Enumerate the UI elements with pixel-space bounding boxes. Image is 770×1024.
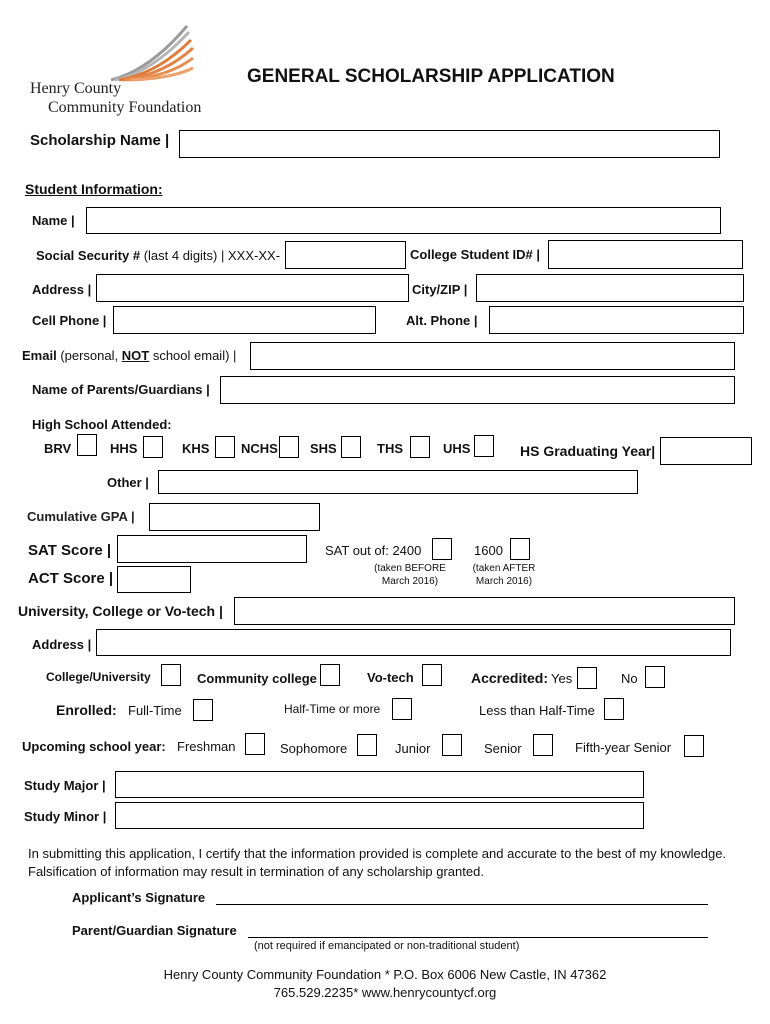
email-field[interactable] — [250, 342, 735, 370]
parent-signature-note: (not required if emancipated or non-traditional student) — [254, 940, 520, 952]
type-votech-checkbox[interactable] — [422, 664, 442, 686]
sat-after-note: (taken AFTER March 2016) — [472, 563, 536, 587]
sat-label: SAT Score | — [28, 542, 112, 559]
email-label — [22, 348, 236, 363]
certification-text: In submitting this application, I certify that the information provided is complete and accurate to the best of my knowledge. Falsification of information may result in termination of any scholarship granted. — [28, 846, 727, 879]
college-id-label: College Student ID# | — [410, 247, 541, 262]
freshman-label: Freshman — [177, 739, 236, 754]
scholarship-name-label: Scholarship Name | — [30, 132, 170, 149]
junior-label: Junior — [395, 741, 431, 756]
name-field[interactable] — [86, 207, 721, 234]
parent-signature-label: Parent/Guardian Signature — [72, 923, 237, 938]
applicant-signature-label: Applicant’s Signature — [72, 890, 206, 905]
logo-name-line1: Henry County — [30, 80, 122, 97]
sat-field[interactable] — [117, 535, 307, 563]
study-minor-label: Study Minor | — [24, 809, 107, 824]
type-college-checkbox[interactable] — [161, 664, 181, 686]
hs-grad-year-label: HS Graduating Year| — [520, 443, 656, 459]
address-label: Address | — [32, 282, 92, 297]
cityzip-field[interactable] — [476, 274, 744, 302]
type-community-label: Community college — [197, 671, 317, 686]
type-community-checkbox[interactable] — [320, 664, 340, 686]
hs-option-ths-label: THS — [377, 441, 403, 456]
footer-address: Henry County Community Foundation * P.O. Box 6006 New Castle, IN 47362 — [163, 967, 607, 982]
hs-option-brv-label: BRV — [44, 441, 72, 456]
scholarship-name-field[interactable] — [179, 130, 720, 158]
senior-checkbox[interactable] — [533, 734, 553, 756]
half-time-label: Half-Time or more — [284, 702, 381, 716]
sat-out-of-label: SAT out of: 2400 — [325, 543, 422, 558]
accredited-no-label: No — [621, 671, 638, 686]
fifth-year-label: Fifth-year Senior — [575, 740, 672, 755]
applicant-signature-line[interactable] — [216, 904, 708, 905]
cell-phone-field[interactable] — [113, 306, 376, 334]
accredited-yes-checkbox[interactable] — [577, 667, 597, 689]
email-note-not: NOT — [121, 348, 150, 363]
hs-option-nchs-checkbox[interactable] — [279, 436, 299, 458]
email-note-2: school email) | — [152, 348, 237, 363]
parent-signature-line[interactable] — [248, 937, 708, 938]
school-year-label: Upcoming school year: — [22, 739, 166, 754]
hs-option-khs-label: KHS — [182, 441, 210, 456]
hs-option-brv-checkbox[interactable] — [77, 434, 97, 456]
hs-option-ths-checkbox[interactable] — [410, 436, 430, 458]
sat-before-note: (taken BEFORE March 2016) — [374, 563, 446, 587]
ssn-prefix: | XXX-XX- — [221, 248, 281, 263]
ssn-label-bold: Social Security # — [36, 248, 141, 263]
sophomore-label: Sophomore — [280, 741, 348, 756]
hs-grad-year-field[interactable] — [660, 437, 752, 465]
footer-contact: 765.529.2235* www.henrycountycf.org — [273, 985, 497, 1000]
hs-option-nchs-label: NCHS — [241, 441, 278, 456]
hs-other-label: Other | — [107, 475, 149, 490]
accredited-no-checkbox[interactable] — [645, 666, 665, 688]
act-label: ACT Score | — [28, 570, 114, 587]
high-school-heading: High School Attended: — [32, 417, 172, 432]
hs-other-field[interactable] — [158, 470, 638, 494]
ssn-field[interactable] — [285, 241, 406, 269]
college-label: University, College or Vo-tech | — [18, 603, 223, 619]
accredited-label: Accredited: — [471, 670, 549, 686]
type-college-label: College/University — [46, 670, 151, 684]
alt-phone-label: Alt. Phone | — [406, 313, 478, 328]
half-time-checkbox[interactable] — [392, 698, 412, 720]
study-major-label: Study Major | — [24, 778, 106, 793]
ssn-label-note: (last 4 digits) — [143, 248, 218, 263]
parents-label: Name of Parents/Guardians | — [32, 382, 210, 397]
email-label-bold: Email — [22, 348, 57, 363]
hs-option-khs-checkbox[interactable] — [215, 436, 235, 458]
freshman-checkbox[interactable] — [245, 733, 265, 755]
full-time-label: Full-Time — [128, 703, 182, 718]
less-half-label: Less than Half-Time — [479, 703, 595, 718]
hs-option-uhs-checkbox[interactable] — [474, 435, 494, 457]
hs-option-shs-label: SHS — [310, 441, 337, 456]
foundation-logo-swoosh — [105, 22, 195, 84]
hs-option-hhs-label: HHS — [110, 441, 138, 456]
sat-2400-checkbox[interactable] — [432, 538, 452, 560]
gpa-field[interactable] — [149, 503, 320, 531]
parents-field[interactable] — [220, 376, 735, 404]
gpa-label: Cumulative GPA | — [27, 509, 135, 524]
enrolled-label: Enrolled: — [56, 702, 117, 718]
hs-option-hhs-checkbox[interactable] — [143, 436, 163, 458]
sophomore-checkbox[interactable] — [357, 734, 377, 756]
cell-phone-label: Cell Phone | — [32, 313, 107, 328]
sat-1600-label: 1600 — [474, 543, 503, 558]
cityzip-label: City/ZIP | — [412, 282, 468, 297]
accredited-yes-label: Yes — [551, 671, 573, 686]
email-note-1: (personal, — [60, 348, 119, 363]
act-field[interactable] — [117, 566, 191, 593]
senior-label: Senior — [484, 741, 522, 756]
fifth-year-checkbox[interactable] — [684, 735, 704, 757]
junior-checkbox[interactable] — [442, 734, 462, 756]
sat-1600-checkbox[interactable] — [510, 538, 530, 560]
hs-option-uhs-label: UHS — [443, 441, 471, 456]
less-half-checkbox[interactable] — [604, 698, 624, 720]
ssn-label — [36, 248, 280, 263]
page-title: GENERAL SCHOLARSHIP APPLICATION — [247, 66, 615, 87]
college-field[interactable] — [234, 597, 735, 625]
college-id-field[interactable] — [548, 240, 743, 269]
study-major-field[interactable] — [115, 771, 644, 798]
college-address-field[interactable] — [96, 629, 731, 656]
type-votech-label: Vo-tech — [367, 670, 414, 685]
study-minor-field[interactable] — [115, 802, 644, 829]
logo-name-line2: Community Foundation — [48, 99, 202, 116]
address-field[interactable] — [96, 274, 409, 302]
full-time-checkbox[interactable] — [193, 699, 213, 721]
student-info-heading: Student Information: — [25, 181, 163, 197]
alt-phone-field[interactable] — [489, 306, 744, 334]
name-label: Name | — [32, 213, 75, 228]
hs-option-shs-checkbox[interactable] — [341, 436, 361, 458]
college-address-label: Address | — [32, 637, 92, 652]
